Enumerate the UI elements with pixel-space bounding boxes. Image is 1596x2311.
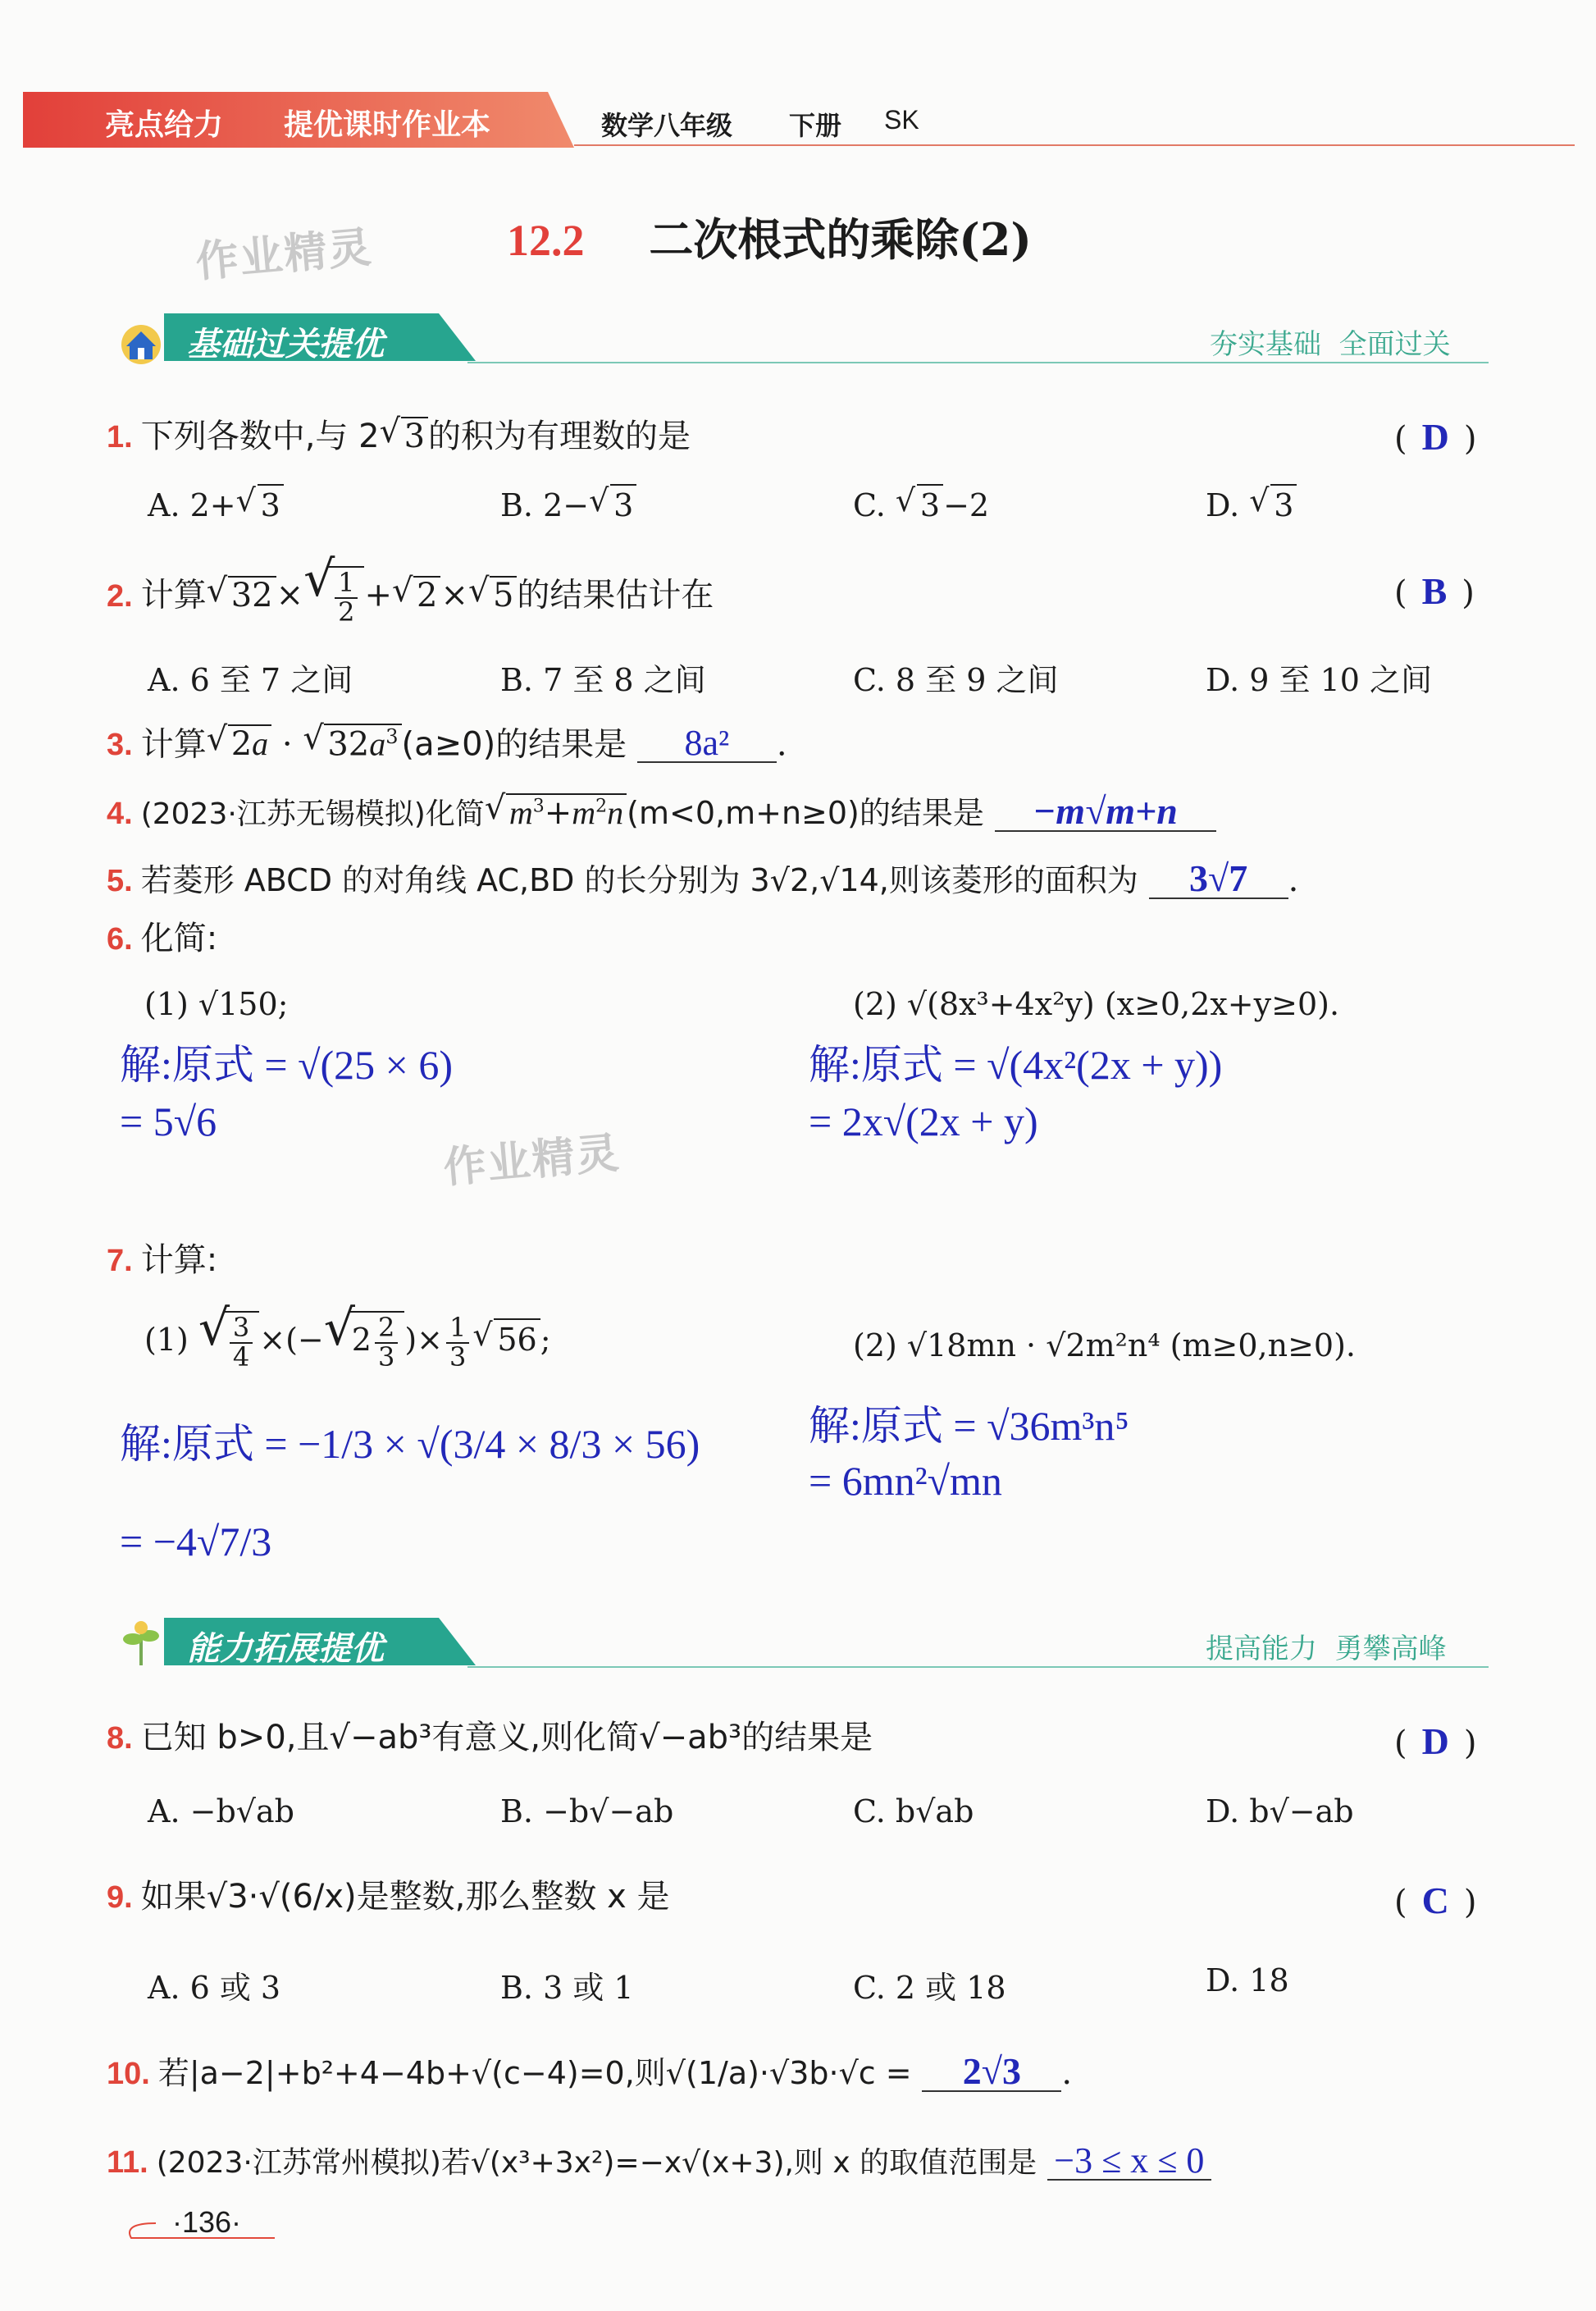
q9-stem: 如果√3·√(6/x)是整数,那么整数 x 是 xyxy=(140,1878,670,1916)
q9-answer-paren: ( C ) xyxy=(1394,1879,1477,1921)
q10-number: 10. xyxy=(107,2057,150,2091)
q7-part-2: (2) √18mn · √2m²n⁴ (m≥0,n≥0). xyxy=(853,1327,1357,1363)
question-9 xyxy=(107,1878,670,1916)
section-basic-title: 基础过关提优 xyxy=(187,326,384,363)
q6-stem: 化简: xyxy=(140,920,218,957)
q1-option-c: C. √ 3 −2 xyxy=(853,482,990,523)
q7-solution-2-line-1: 解:原式 = √36m³n⁵ xyxy=(809,1403,1129,1449)
q7-stem: 计算: xyxy=(140,1241,218,1279)
q6-solution-2-line-2: = 2x√(2x + y) xyxy=(809,1098,1038,1144)
q6-solution-2-line-1: 解:原式 = √(4x²(2x + y)) xyxy=(809,1042,1223,1088)
q5-number: 5. xyxy=(107,864,133,898)
q1-stem-b: 的积为有理数的是 xyxy=(428,418,691,455)
q6-number: 6. xyxy=(107,922,133,957)
header-brand: 亮点给力 xyxy=(105,108,224,142)
watermark-center: 作业精灵 xyxy=(441,1128,622,1194)
title-number: 12.2 xyxy=(507,216,585,265)
q9-option-c: C. 2 或 18 xyxy=(853,1970,1006,2006)
q5-answer: 3√7 xyxy=(1188,857,1248,899)
question-2: 2. 计算 √ 32 × √ $\frac{1}{2}$ + √ 2 × √ 5 的结果估计在 xyxy=(107,550,714,628)
q8-answer: D xyxy=(1421,1720,1449,1762)
header-banner xyxy=(23,92,574,148)
q8-stem: 已知 b>0,且√−ab³有意义,则化简√−ab³的结果是 xyxy=(140,1719,873,1756)
header-subject: 数学八年级 xyxy=(601,110,733,141)
q11-stem: (2023·江苏常州模拟)若√(x³+3x²)=−x√(x+3),则 x 的取值范围是 xyxy=(156,2146,1037,2180)
page-number-area xyxy=(123,2205,279,2246)
section-basic-header xyxy=(115,310,1489,368)
q1-option-a: A. 2+ √ 3 xyxy=(148,484,284,523)
q2-option-d: D. 9 至 10 之间 xyxy=(1206,662,1433,698)
q6-part-2: (2) √(8x³+4x²y) (x≥0,2x+y≥0). xyxy=(853,986,1340,1022)
q2-stem-b: 的结果估计在 xyxy=(517,576,714,614)
q1-answer-paren: ( D ) xyxy=(1394,416,1477,458)
q9-number: 9. xyxy=(107,1880,133,1915)
q1-number: 1. xyxy=(107,420,133,454)
q2-option-b: B. 7 至 8 之间 xyxy=(500,662,706,698)
q2-option-a: A. 6 至 7 之间 xyxy=(148,662,353,698)
q1-sqrt: √ 3 xyxy=(380,417,428,453)
q9-option-a: A. 6 或 3 xyxy=(148,1970,281,2006)
page-number: ·136· xyxy=(172,2205,242,2239)
section-advanced-header xyxy=(115,1615,1489,1672)
q4-stem: (2023·江苏无锡模拟)化简 xyxy=(140,797,485,831)
question-7 xyxy=(107,1241,218,1279)
q6-part-1: (1) √150; xyxy=(144,986,289,1022)
question-5: 5. 若菱形 ABCD 的对角线 AC,BD 的长分别为 3√2,√14,则该菱形的面积为 3√7 . xyxy=(107,857,1299,899)
q6-solution-1-line-1: 解:原式 = √(25 × 6) xyxy=(120,1042,454,1088)
q1-stem: 下列各数中,与 2 xyxy=(140,418,380,455)
header-series: 提优课时作业本 xyxy=(284,108,491,142)
section-basic-rule xyxy=(467,362,1489,363)
q9-option-d: D. 18 xyxy=(1206,1962,1289,1998)
q6-solution-1-line-2: = 5√6 xyxy=(120,1098,217,1144)
question-3: 3. 计算 √ 2a · √ $32a^3$ (a≥0)的结果是 8a² . xyxy=(107,719,787,764)
q1-option-b-label: B. 2− xyxy=(500,487,590,523)
q1-option-c-label: C. xyxy=(853,487,896,523)
question-6 xyxy=(107,922,217,955)
q4-number: 4. xyxy=(107,797,133,831)
q7-solution-1-line-1: 解:原式 = −1/3 × √(3/4 × 8/3 × 56) xyxy=(120,1421,700,1467)
section-advanced-title: 能力拓展提优 xyxy=(187,1630,384,1668)
q10-answer: 2√3 xyxy=(962,2050,1021,2092)
q7-part-1: (1) √ $\frac{3}{4}$ ×(− √ 2 $\frac{2}{3}$ )× $\frac{1}{3}$ √ 56 ; xyxy=(144,1299,551,1372)
q9-answer: C xyxy=(1421,1879,1449,1921)
q1-option-d: D. √ 3 xyxy=(1206,484,1297,523)
q1-option-b: B. 2− √ 3 xyxy=(500,484,636,523)
header-rule xyxy=(574,144,1575,146)
q8-option-a: A. −b√ab xyxy=(148,1793,294,1829)
question-11 xyxy=(107,2140,1211,2181)
q1-option-a-label: A. 2+ xyxy=(148,487,236,523)
q4-condition: (m<0,m+n≥0)的结果是 xyxy=(627,795,984,831)
q11-number: 11. xyxy=(107,2145,148,2180)
section-basic-slogan: 夯实基础 全面过关 xyxy=(1210,328,1451,361)
question-1 xyxy=(107,413,691,455)
title-text: 二次根式的乘除(2) xyxy=(649,213,1032,266)
question-8 xyxy=(107,1721,873,1754)
page-title xyxy=(507,205,1032,268)
q9-option-b: B. 3 或 1 xyxy=(500,1970,634,2006)
q4-answer: −m√m+n xyxy=(1033,790,1178,832)
q8-number: 8. xyxy=(107,1721,133,1756)
q2-option-c: C. 8 至 9 之间 xyxy=(853,662,1059,698)
question-4: 4. (2023·江苏无锡模拟)化简 √ $m^3+m^2n$ (m<0,m+n≥0)的结果是 −m√m+n xyxy=(107,792,1216,832)
q5-stem: 若菱形 ABCD 的对角线 AC,BD 的长分别为 3√2,√14,则该菱形的面积为 xyxy=(140,862,1138,898)
q3-number: 3. xyxy=(107,728,133,763)
q1-radicand: 3 xyxy=(401,417,428,453)
header-edition: SK xyxy=(884,105,919,135)
q2-stem: 计算 xyxy=(140,576,207,614)
q2-number: 2. xyxy=(107,578,133,614)
q1-option-d-label: D. xyxy=(1206,487,1250,523)
q10-stem: 若|a−2|+b²+4−4b+√(c−4)=0,则√(1/a)·√3b·√c = xyxy=(157,2055,912,2091)
q3-stem: 计算 xyxy=(140,725,207,764)
q1-answer: D xyxy=(1421,416,1449,458)
q3-condition: (a≥0)的结果是 xyxy=(401,725,627,764)
q7-solution-2-line-2: = 6mn²√mn xyxy=(809,1458,1002,1504)
question-10: 10. 若|a−2|+b²+4−4b+√(c−4)=0,则√(1/a)·√3b·√c = 2√3 . xyxy=(107,2050,1073,2092)
q11-answer: −3 ≤ x ≤ 0 xyxy=(1054,2140,1205,2181)
q8-option-b: B. −b√−ab xyxy=(500,1793,674,1829)
q2-answer-paren: ( B ) xyxy=(1394,570,1475,612)
q8-answer-paren: ( D ) xyxy=(1394,1720,1477,1762)
section-advanced-rule xyxy=(467,1666,1489,1668)
q7-number: 7. xyxy=(107,1244,133,1278)
q8-option-c: C. b√ab xyxy=(853,1793,974,1829)
q8-option-d: D. b√−ab xyxy=(1206,1793,1354,1829)
watermark: 作业精灵 xyxy=(194,222,375,288)
header-volume: 下册 xyxy=(789,110,842,141)
q2-answer: B xyxy=(1421,570,1448,612)
q3-answer: 8a² xyxy=(684,723,730,764)
section-advanced-slogan: 提高能力 勇攀高峰 xyxy=(1206,1633,1447,1665)
q7-solution-1-line-2: = −4√7/3 xyxy=(120,1519,272,1564)
